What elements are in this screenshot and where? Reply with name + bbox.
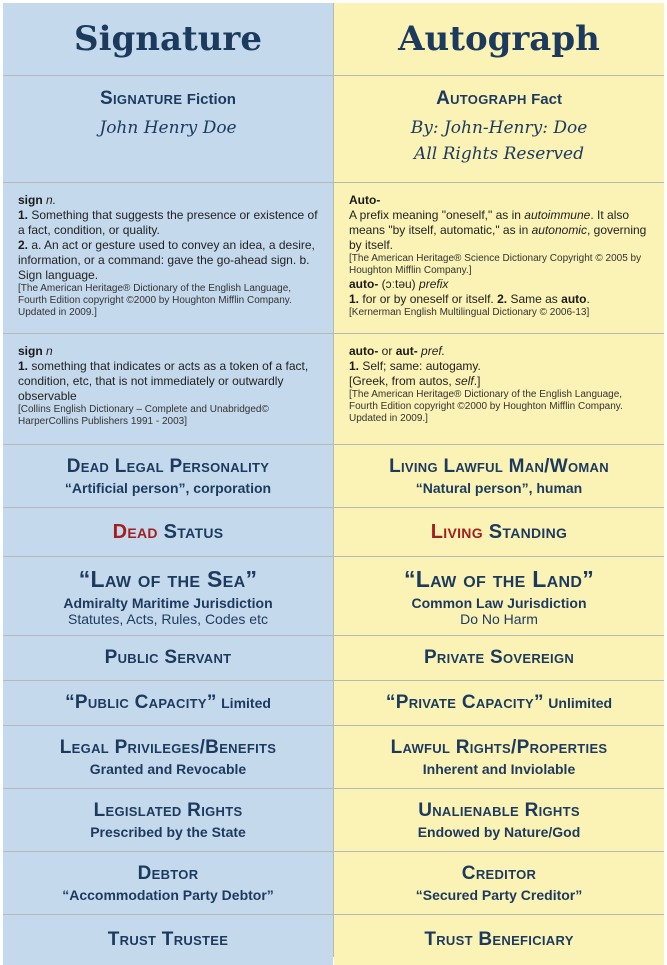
signature-definition-2: sign n 1. something that indicates or acts as a token of a fact, condition, etc, that is not immediately or outwardly observable [Collins English Dictionary – Complete and Unabridged© HarperCollins Publishers 1991 - 2003] bbox=[3, 334, 333, 444]
dead-status-cell bbox=[3, 508, 333, 556]
row-title: Legislated Rights bbox=[93, 800, 243, 821]
row-title: Legal Privileges/Benefits bbox=[59, 737, 277, 758]
definition-source: [The American Heritage® Dictionary of the English Language, Fourth Edition copyright ©2000 by Houghton Mifflin Company. Updated in 2009.] bbox=[18, 283, 292, 318]
dead-word: Dead bbox=[112, 520, 158, 543]
law-of-the-sea-cell bbox=[3, 557, 333, 635]
definition-source: [Kernerman English Multilingual Dictionary © 2006-13] bbox=[349, 307, 590, 318]
status-word: Status bbox=[163, 520, 224, 543]
signature-name: John Henry Doe bbox=[99, 118, 237, 138]
standing-word: Standing bbox=[488, 520, 568, 543]
row-title: Dead Legal Personality bbox=[66, 456, 270, 477]
row-title: Creditor bbox=[461, 863, 537, 884]
living-standing-cell bbox=[334, 508, 664, 556]
signature-name-cell bbox=[3, 76, 333, 182]
definition-source: [The American Heritage® Dictionary of the English Language, Fourth Edition copyright ©2000 by Houghton Mifflin Company. Updated in 2009.] bbox=[349, 389, 623, 424]
signature-label: Signature bbox=[100, 88, 183, 109]
comparison-table bbox=[3, 3, 664, 957]
autograph-definition-1: Auto- A prefix meaning "oneself," as in autoimmune. It also means "by itself, automatic," as in autonomic, governing by itself. [The American Heritage® Science Dictionary Copyright © 2005 by Houghton Mifflin Company.] auto- (ɔːtəu) prefix 1. for or by oneself or itself. 2. Same as auto. [Kernerman English Multilingual Dictionary © 2006-13] bbox=[334, 183, 664, 333]
row-subtitle: Endowed by Nature/God bbox=[417, 824, 581, 840]
unalienable-rights-cell bbox=[334, 789, 664, 851]
row-title: “Law of the Land” bbox=[403, 565, 595, 592]
row-subtitle: Granted and Revocable bbox=[89, 761, 247, 777]
row-detail: Do No Harm bbox=[460, 610, 538, 627]
creditor-cell bbox=[334, 852, 664, 914]
row-title: Debtor bbox=[137, 863, 199, 884]
autograph-name-cell bbox=[334, 76, 664, 182]
autograph-definition-2: auto- or aut- pref. 1. Self; same: autogamy. [Greek, from autos, self.] [The American Heritage® Dictionary of the English Language, Fourth Edition copyright ©2000 by Houghton Mifflin Company. Updated in 2009.] bbox=[334, 334, 664, 444]
row-subtitle: “Artificial person”, corporation bbox=[64, 480, 272, 496]
legislated-rights-cell bbox=[3, 789, 333, 851]
row-title: Living Lawful Man/Woman bbox=[389, 456, 609, 477]
law-of-the-land-cell bbox=[334, 557, 664, 635]
trust-beneficiary-cell: Trust Beneficiary bbox=[334, 915, 664, 965]
autograph-tag: Fact bbox=[531, 91, 562, 108]
private-sovereign-cell: Private Sovereign bbox=[334, 636, 664, 680]
definition-source: [Collins English Dictionary – Complete and Unabridged© HarperCollins Publishers 1991 - 2003] bbox=[18, 404, 269, 427]
row-subtitle: Inherent and Inviolable bbox=[422, 761, 576, 777]
trust-trustee-cell: Trust Trustee bbox=[3, 915, 333, 965]
legal-privileges-cell bbox=[3, 726, 333, 788]
dead-legal-personality-cell bbox=[3, 445, 333, 507]
header-autograph: Autograph bbox=[334, 3, 664, 75]
row-title: “Law of the Sea” bbox=[78, 565, 258, 592]
living-word: Living bbox=[430, 520, 483, 543]
definition-source: [The American Heritage® Science Dictionary Copyright © 2005 by Houghton Mifflin Company.] bbox=[349, 253, 642, 276]
signature-definition-1: sign n. 1. Something that suggests the presence or existence of a fact, condition, or quality. 2. a. An act or gesture used to convey an idea, a desire, information, or a command: gave the go-ahead sign. b. Sign language. [The American Heritage® Dictionary of the English Language, Fourth Edition copyright ©2000 by Houghton Mifflin Company. Updated in 2009.] bbox=[3, 183, 333, 333]
row-subtitle: Prescribed by the State bbox=[90, 824, 246, 840]
row-subtitle: “Secured Party Creditor” bbox=[415, 887, 583, 903]
row-subtitle: “Accommodation Party Debtor” bbox=[62, 887, 274, 903]
row-subtitle: Admiralty Maritime Jurisdiction bbox=[63, 594, 273, 611]
signature-tag: Fiction bbox=[186, 91, 236, 108]
autograph-name: By: John-Henry: Doe bbox=[410, 118, 588, 138]
public-capacity-cell: “Public Capacity” Limited bbox=[3, 681, 333, 725]
row-title: Lawful Rights/Properties bbox=[390, 737, 608, 758]
autograph-rights: All Rights Reserved bbox=[414, 144, 584, 164]
public-servant-cell: Public Servant bbox=[3, 636, 333, 680]
debtor-cell bbox=[3, 852, 333, 914]
header-signature: Signature bbox=[3, 3, 333, 75]
private-capacity-cell: “Private Capacity” Unlimited bbox=[334, 681, 664, 725]
living-lawful-man-woman-cell bbox=[334, 445, 664, 507]
row-subtitle: Common Law Jurisdiction bbox=[411, 594, 587, 611]
row-detail: Statutes, Acts, Rules, Codes etc bbox=[68, 610, 268, 627]
lawful-rights-cell bbox=[334, 726, 664, 788]
comparison-grid bbox=[3, 3, 664, 965]
row-title: Unalienable Rights bbox=[418, 800, 580, 821]
autograph-label: Autograph bbox=[436, 88, 527, 109]
row-subtitle: “Natural person”, human bbox=[415, 480, 583, 496]
